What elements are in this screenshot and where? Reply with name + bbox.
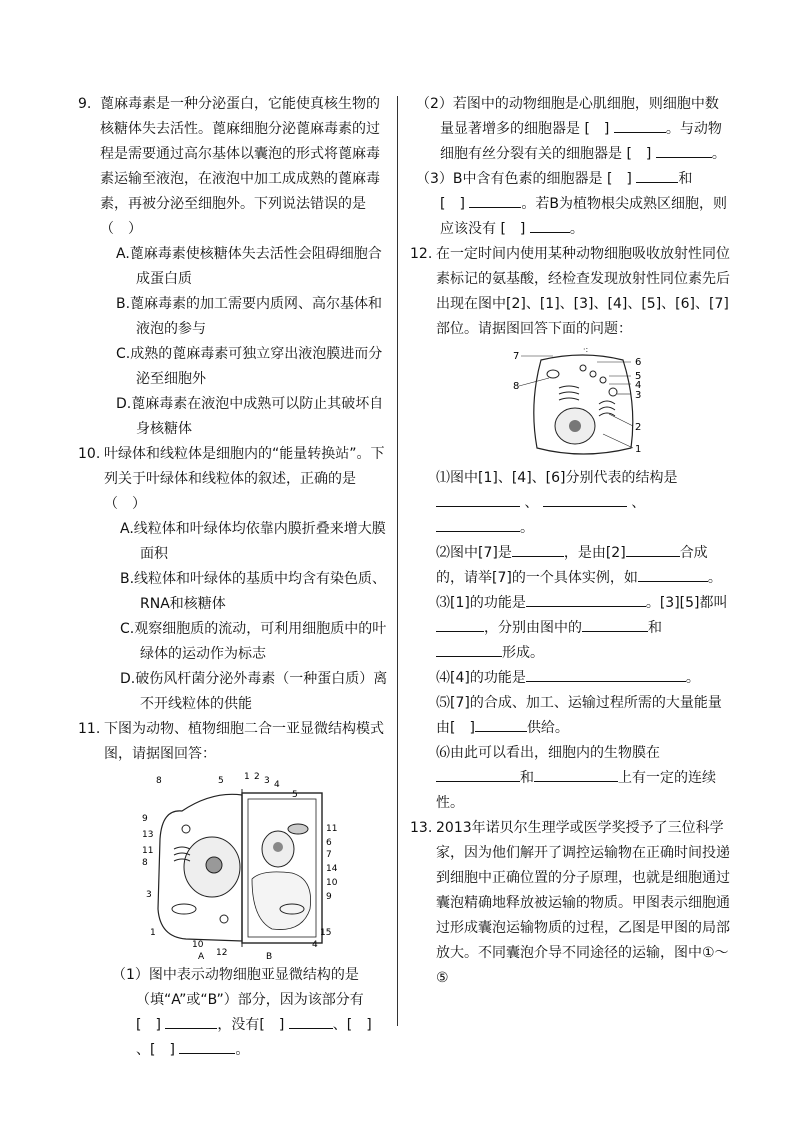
answer-blank[interactable] xyxy=(526,666,686,682)
figure-label: 4 xyxy=(635,380,642,391)
bracket-blank: [ ] xyxy=(136,1017,161,1033)
question-11 xyxy=(78,717,390,1063)
question-text: 上有一定的连续性。 xyxy=(436,770,716,811)
figure-label: 12 xyxy=(216,948,228,958)
figure-label-b: B xyxy=(266,952,273,961)
right-column xyxy=(410,92,730,991)
bracket-blank: [ ] xyxy=(626,146,652,162)
figure-label: 5 xyxy=(218,776,224,786)
figure-label: 11 xyxy=(142,846,154,856)
figure-label: 14 xyxy=(326,864,338,874)
q12-part1 xyxy=(436,466,730,541)
answer-blank[interactable] xyxy=(436,491,520,507)
answer-blank[interactable] xyxy=(530,217,570,233)
left-column xyxy=(78,92,390,1063)
q11-part1 xyxy=(104,963,390,1063)
answer-blank[interactable] xyxy=(436,616,484,632)
answer-blank[interactable] xyxy=(436,641,502,657)
question-text: 。若B为植物根尖成熟区细胞，则应该没有 xyxy=(440,196,727,237)
question-stem: 在一定时间内使用某种动物细胞吸收放射性同位素标记的氨基酸，经检查发现放射性同位素先后出现在图中[2]、[1]、[3]、[4]、[5]、[6]、[7]部位。请据图回答下面的问题： xyxy=(436,246,730,337)
answer-blank[interactable] xyxy=(512,541,564,557)
question-text: ⑴图中[1]、[4]、[6]分别代表的结构是 xyxy=(436,470,678,486)
question-text: 和 xyxy=(648,620,662,636)
question-stem: 下图为动物、植物细胞二合一亚显微结构模式图，请据图回答： xyxy=(104,721,384,762)
question-10 xyxy=(78,442,390,717)
figure-label: 3 xyxy=(264,776,270,786)
answer-blank[interactable] xyxy=(543,491,627,507)
figure-label: 5 xyxy=(292,790,298,800)
question-text: 和 xyxy=(520,770,534,786)
option-a: A.线粒体和叶绿体均依靠内膜折叠来增大膜面积 xyxy=(120,521,386,562)
option-d: D.蓖麻毒素在液泡中成熟可以防止其破坏自身核糖体 xyxy=(116,396,384,437)
figure-label: 4 xyxy=(312,940,318,950)
figure-label: 13 xyxy=(142,830,154,840)
answer-blank[interactable] xyxy=(179,1038,235,1054)
answer-blank[interactable] xyxy=(436,516,520,532)
question-text: ⑷[4]的功能是 xyxy=(436,670,526,686)
question-text: （3）B中含有色素的细胞器是 xyxy=(416,171,603,187)
option-c: C.成熟的蓖麻毒素可独立穿出液泡膜进而分泌至细胞外 xyxy=(116,346,383,387)
question-text: 合成的，请举[7]的一个具体实例，如 xyxy=(436,545,708,586)
answer-blank[interactable] xyxy=(582,616,648,632)
figure-label: 6 xyxy=(326,838,332,848)
question-number: 9. xyxy=(78,96,92,112)
answer-blank[interactable] xyxy=(475,716,527,732)
figure-label: 1 xyxy=(150,928,156,938)
figure-label: 9 xyxy=(142,814,148,824)
question-text: 形成。 xyxy=(502,645,544,661)
answer-blank[interactable] xyxy=(636,167,678,183)
figure-label: 2 xyxy=(635,422,642,433)
question-text: ⑹由此可以看出，细胞内的生物膜在 xyxy=(436,745,660,761)
question-text: 和 xyxy=(678,171,693,187)
question-text: 。[3][5]都叫 xyxy=(645,595,728,611)
figure-label: 2 xyxy=(254,772,260,782)
cell-diagram-figure xyxy=(142,769,352,961)
question-text: 。与动物细胞有丝分裂有关的细胞器是 xyxy=(440,121,722,162)
question-text: 。 xyxy=(569,221,584,237)
answer-blank[interactable] xyxy=(656,142,712,158)
answer-blank[interactable] xyxy=(469,192,521,208)
question-text: 、 xyxy=(631,495,646,511)
question-text: ⑵图中[7]是 xyxy=(436,545,512,561)
figure-label: 3 xyxy=(635,390,642,401)
question-text: ，是由[2] xyxy=(563,545,626,561)
question-stem: 叶绿体和线粒体是细胞内的“能量转换站”。下列关于叶绿体和线粒体的叙述，正确的是（ ） xyxy=(104,446,385,512)
q11-part3 xyxy=(410,167,730,242)
secretory-cell-figure xyxy=(513,344,653,464)
option-c: C.观察细胞质的流动，可利用细胞质中的叶绿体的运动作为标志 xyxy=(120,621,387,662)
figure-label: 8 xyxy=(513,381,520,392)
bracket-blank: 、[ ] xyxy=(136,1042,175,1058)
figure-label: 10 xyxy=(326,878,338,888)
figure-label: 8 xyxy=(156,776,162,786)
vesicle-dot-icon: ·: xyxy=(583,345,589,354)
bracket-blank: [ ] xyxy=(606,171,632,187)
question-text: ⑸[7]的合成、加工、运输过程所需的大量能量由[ ] xyxy=(436,695,722,736)
question-number: 11. xyxy=(78,721,101,737)
figure-label: 4 xyxy=(274,780,280,790)
question-stem: 蓖麻毒素是一种分泌蛋白，它能使真核生物的核糖体失去活性。蓖麻细胞分泌蓖麻毒素的过程是需要通过高尔基体以囊泡的形式将蓖麻毒素运输至液泡，在液泡中加工成成熟的蓖麻毒素，再被分泌至细胞外。下列说法错误的是（ ） xyxy=(100,96,380,237)
q11-part2 xyxy=(410,92,730,167)
bracket-blank: [ ] xyxy=(500,221,526,237)
question-text: 供给。 xyxy=(526,720,569,736)
q12-part4 xyxy=(436,666,730,691)
figure-label: 7 xyxy=(513,351,520,362)
bracket-blank: 、[ ] xyxy=(332,1017,372,1033)
question-text: 。 xyxy=(711,146,726,162)
option-b: B.蓖麻毒素的加工需要内质网、高尔基体和液泡的参与 xyxy=(116,296,383,337)
question-text: ，没有 xyxy=(217,1017,260,1033)
answer-blank[interactable] xyxy=(626,541,680,557)
figure-label-a: A xyxy=(198,952,205,961)
question-text: 。 xyxy=(520,520,534,536)
figure-label: 10 xyxy=(192,940,204,950)
question-text: ，分别由图中的 xyxy=(484,620,582,636)
question-stem: 2013年诺贝尔生理学或医学奖授予了三位科学家，因为他们解开了调控运输物在正确时间投递到细胞中正确位置的分子原理，也就是细胞通过囊泡精确地释放被运输的物质。甲图表示细胞通过形成囊泡运输物质的过程，乙图是甲图的局部放大。不同囊泡介导不同途径的运输，图中①～⑤ xyxy=(436,820,730,986)
figure-label: 3 xyxy=(146,890,152,900)
question-number: 10. xyxy=(78,446,101,462)
question-text: 、 xyxy=(524,495,539,511)
answer-blank[interactable] xyxy=(165,1013,217,1029)
option-d: D.破伤风杆菌分泌外毒素（一种蛋白质）离不开线粒体的供能 xyxy=(120,671,388,712)
bracket-blank: [ ] xyxy=(584,121,610,137)
question-text: （2）若图中的动物细胞是心肌细胞，则细胞中数量显著增多的细胞器是 xyxy=(416,96,719,137)
bracket-blank: [ ] xyxy=(440,196,465,212)
question-text: 。 xyxy=(685,670,700,686)
question-9 xyxy=(78,92,390,442)
figure-label: 11 xyxy=(326,824,338,834)
figure-label: 7 xyxy=(326,850,332,860)
question-text: ⑶[1]的功能是 xyxy=(436,595,526,611)
figure-label: 5 xyxy=(635,371,642,382)
question-number: 13. xyxy=(410,820,433,836)
figure-label: 6 xyxy=(635,357,642,368)
answer-blank[interactable] xyxy=(436,766,520,782)
figure-label: 8 xyxy=(142,858,148,868)
figure-label: 9 xyxy=(326,892,332,902)
figure-label: 1 xyxy=(244,772,250,782)
question-text: 。 xyxy=(235,1042,250,1058)
question-13 xyxy=(410,816,730,991)
question-12 xyxy=(410,242,730,816)
option-b: B.线粒体和叶绿体的基质中均含有染色质、RNA和核糖体 xyxy=(120,571,387,612)
q12-part2 xyxy=(436,541,730,591)
figure-label: 1 xyxy=(635,444,642,455)
column-divider xyxy=(397,96,398,1026)
option-a: A.蓖麻毒素使核糖体失去活性会阻碍细胞合成蛋白质 xyxy=(116,246,382,287)
q12-part6 xyxy=(436,741,730,816)
question-text: （1）图中表示动物细胞亚显微结构的是（填“A”或“B”）部分，因为该部分有 xyxy=(112,967,364,1008)
q12-part3 xyxy=(436,591,730,666)
answer-blank[interactable] xyxy=(526,591,646,607)
bracket-blank: [ ] xyxy=(259,1017,285,1033)
answer-blank[interactable] xyxy=(534,766,618,782)
figure-label: 15 xyxy=(320,928,332,938)
q12-part5 xyxy=(436,691,730,741)
answer-blank[interactable] xyxy=(614,117,666,133)
answer-blank[interactable] xyxy=(289,1013,333,1029)
question-number: 12. xyxy=(410,246,433,262)
answer-blank[interactable] xyxy=(638,566,708,582)
question-text: 。 xyxy=(707,570,722,586)
